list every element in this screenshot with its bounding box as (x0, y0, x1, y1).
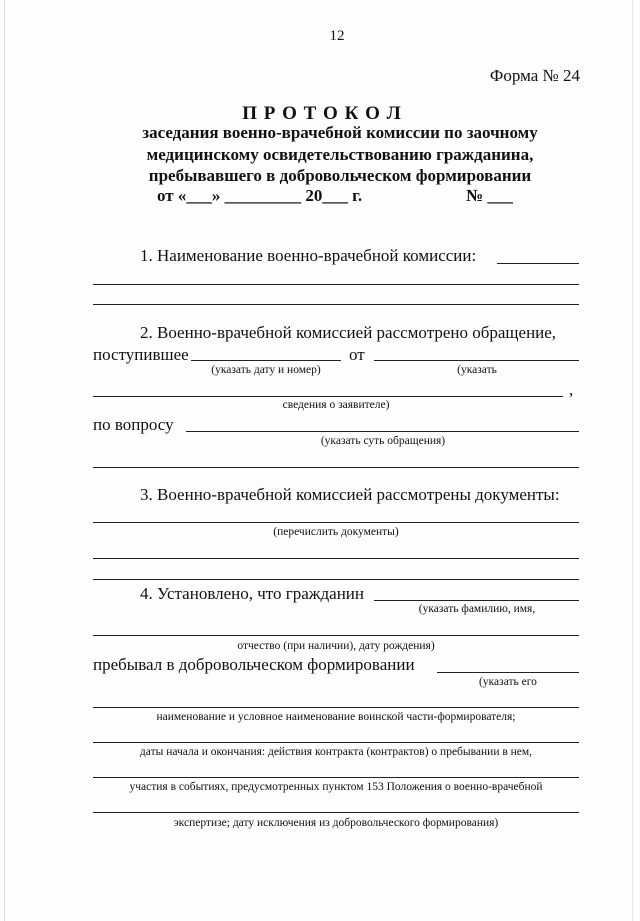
scan-edge-right (632, 0, 633, 921)
fill-line (93, 467, 579, 468)
protocol-date-field: от «___» _________ 20___ г. (157, 186, 363, 205)
fill-line (93, 396, 563, 397)
fill-line (437, 672, 579, 673)
fill-line (374, 360, 579, 361)
scan-edge-left (4, 0, 5, 921)
subtitle-line-1: заседания военно-врачебной комиссии по заочному (142, 123, 538, 142)
fill-line (191, 360, 341, 361)
fill-line (374, 600, 579, 601)
received-label: поступившее (93, 345, 189, 364)
fill-line (93, 558, 579, 559)
fill-line (93, 742, 579, 743)
fill-line (93, 304, 579, 305)
fill-line (93, 707, 579, 708)
fill-line (93, 522, 579, 523)
page-number: 12 (329, 28, 345, 44)
hint-surname-name: (указать фамилию, имя, (418, 603, 536, 615)
fill-line (93, 579, 579, 580)
fill-line (497, 263, 579, 264)
protocol-title: П Р О Т О К О Л (242, 103, 402, 124)
hint-applicant-info: сведения о заявителе) (282, 399, 390, 411)
on-question-label: по вопросу (93, 415, 174, 434)
hint-contract-dates: даты начала и окончания: действия контракта (контрактов) о пребывании в нем, (139, 746, 533, 758)
hint-list-documents: (перечислить документы) (273, 526, 399, 538)
subtitle-line-3: пребывавшего в добровольческом формировании (148, 166, 532, 185)
fill-line (93, 777, 579, 778)
subtitle-line-2: медицинскому освидетельствованию гражданина, (146, 145, 534, 164)
hint-unit-name: наименование и условное наименование воинской части-формирователя; (156, 711, 516, 723)
stayed-in-formation-label: пребывал в добровольческом формировании (93, 655, 415, 674)
fill-line (93, 284, 579, 285)
hint-exclusion-date: экспертизе; дату исключения из добровольческого формирования) (173, 817, 499, 829)
hint-date-number: (указать дату и номер) (211, 364, 321, 376)
section-1-text: 1. Наименование военно-врачебной комиссии: (140, 246, 477, 265)
fill-line (93, 812, 579, 813)
hint-specify: (указать (457, 364, 497, 376)
fill-line (93, 635, 579, 636)
hint-events-participation: участия в событиях, предусмотренных пунктом 153 Положения о военно-врачебной (129, 781, 543, 793)
protocol-number-field: № ___ (466, 186, 513, 205)
hint-patronymic-birthdate: отчество (при наличии), дату рождения) (237, 640, 435, 652)
fill-line (186, 431, 579, 432)
hint-essence: (указать суть обращения) (320, 435, 446, 447)
form-number-label: Форма № 24 (489, 66, 580, 85)
from-label: от (349, 345, 365, 364)
section-2-text: 2. Военно-врачебной комиссией рассмотрено обращение, (140, 323, 557, 342)
section-4-text: 4. Установлено, что гражданин (140, 584, 365, 603)
comma: , (569, 380, 574, 399)
section-3-text: 3. Военно-врачебной комиссией рассмотрены документы: (140, 485, 560, 504)
hint-his: (указать его (479, 676, 537, 688)
